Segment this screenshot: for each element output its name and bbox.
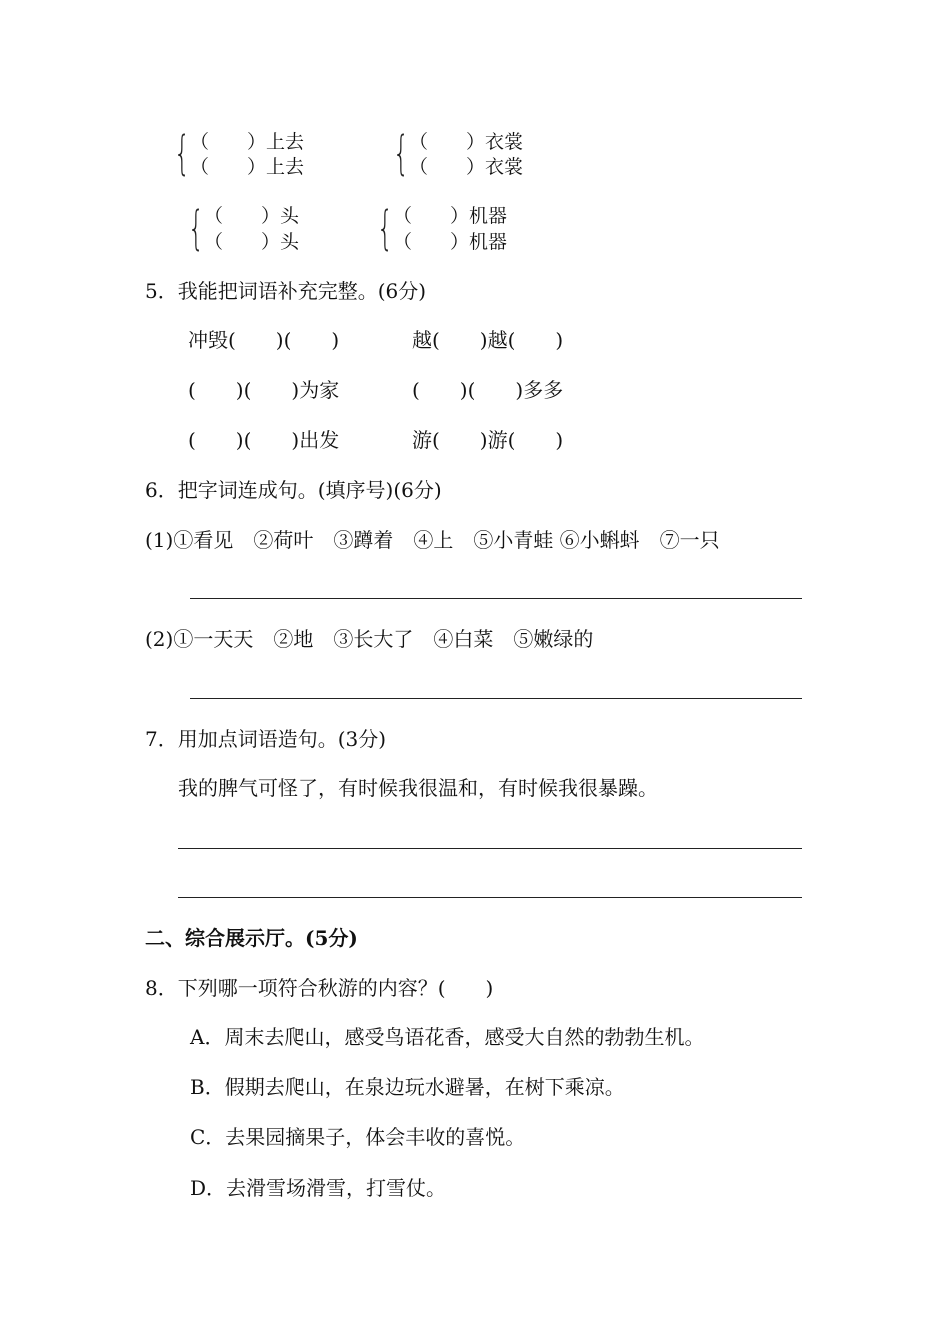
q5-item-5: ( )( )出发: [188, 428, 340, 452]
section-2-heading: 二、综合展示厅。(5分): [145, 926, 358, 950]
q5-title: 5．我能把词语补充完整。(6分): [145, 279, 427, 303]
polyphone-d-line2: （ ）机器: [393, 231, 508, 253]
answer-line[interactable]: [190, 598, 802, 599]
q5-item-6: 游( )游( ): [412, 428, 564, 452]
q7-title: 7．用加点词语造句。(3分): [145, 727, 387, 751]
q8-option-d[interactable]: D．去滑雪场滑雪，打雪仗。: [190, 1176, 447, 1200]
q8-option-c[interactable]: C．去果园摘果子，体会丰收的喜悦。: [190, 1125, 526, 1149]
answer-line[interactable]: [190, 698, 802, 699]
q5-item-1: 冲毁( )( ): [188, 328, 340, 352]
q6-title: 6．把字词连成句。(填序号)(6分): [145, 478, 442, 502]
q5-item-2: 越( )越( ): [412, 328, 564, 352]
q5-item-4: ( )( )多多: [412, 378, 564, 402]
answer-line[interactable]: [178, 848, 802, 849]
polyphone-c-line2: （ ）头: [204, 231, 300, 253]
polyphone-d-line1: （ ）机器: [393, 205, 508, 227]
polyphone-a-line2: （ ）上去: [190, 156, 305, 178]
polyphone-b-line1: （ ）衣裳: [409, 131, 524, 153]
q8-title: 8．下列哪一项符合秋游的内容？( ): [145, 976, 494, 1000]
q8-option-b[interactable]: B．假期去爬山，在泉边玩水避暑，在树下乘凉。: [190, 1075, 625, 1099]
brace-icon: {: [188, 201, 205, 255]
brace-icon: {: [174, 126, 191, 180]
q5-item-3: ( )( )为家: [188, 378, 340, 402]
brace-icon: {: [393, 126, 410, 180]
q6-part1-words: (1)①看见 ②荷叶 ③蹲着 ④上 ⑤小青蛙 ⑥小蝌蚪 ⑦一只: [145, 528, 720, 552]
answer-line[interactable]: [178, 897, 802, 898]
q7-sentence: 我的脾气可怪了，有时候我很温和，有时候我很暴躁。: [178, 776, 658, 800]
q8-option-a[interactable]: A．周末去爬山，感受鸟语花香，感受大自然的勃勃生机。: [190, 1025, 705, 1049]
polyphone-a-line1: （ ）上去: [190, 131, 305, 153]
polyphone-c-line1: （ ）头: [204, 205, 300, 227]
q6-part2-words: (2)①一天天 ②地 ③长大了 ④白菜 ⑤嫩绿的: [145, 627, 594, 651]
polyphone-b-line2: （ ）衣裳: [409, 156, 524, 178]
brace-icon: {: [377, 201, 394, 255]
